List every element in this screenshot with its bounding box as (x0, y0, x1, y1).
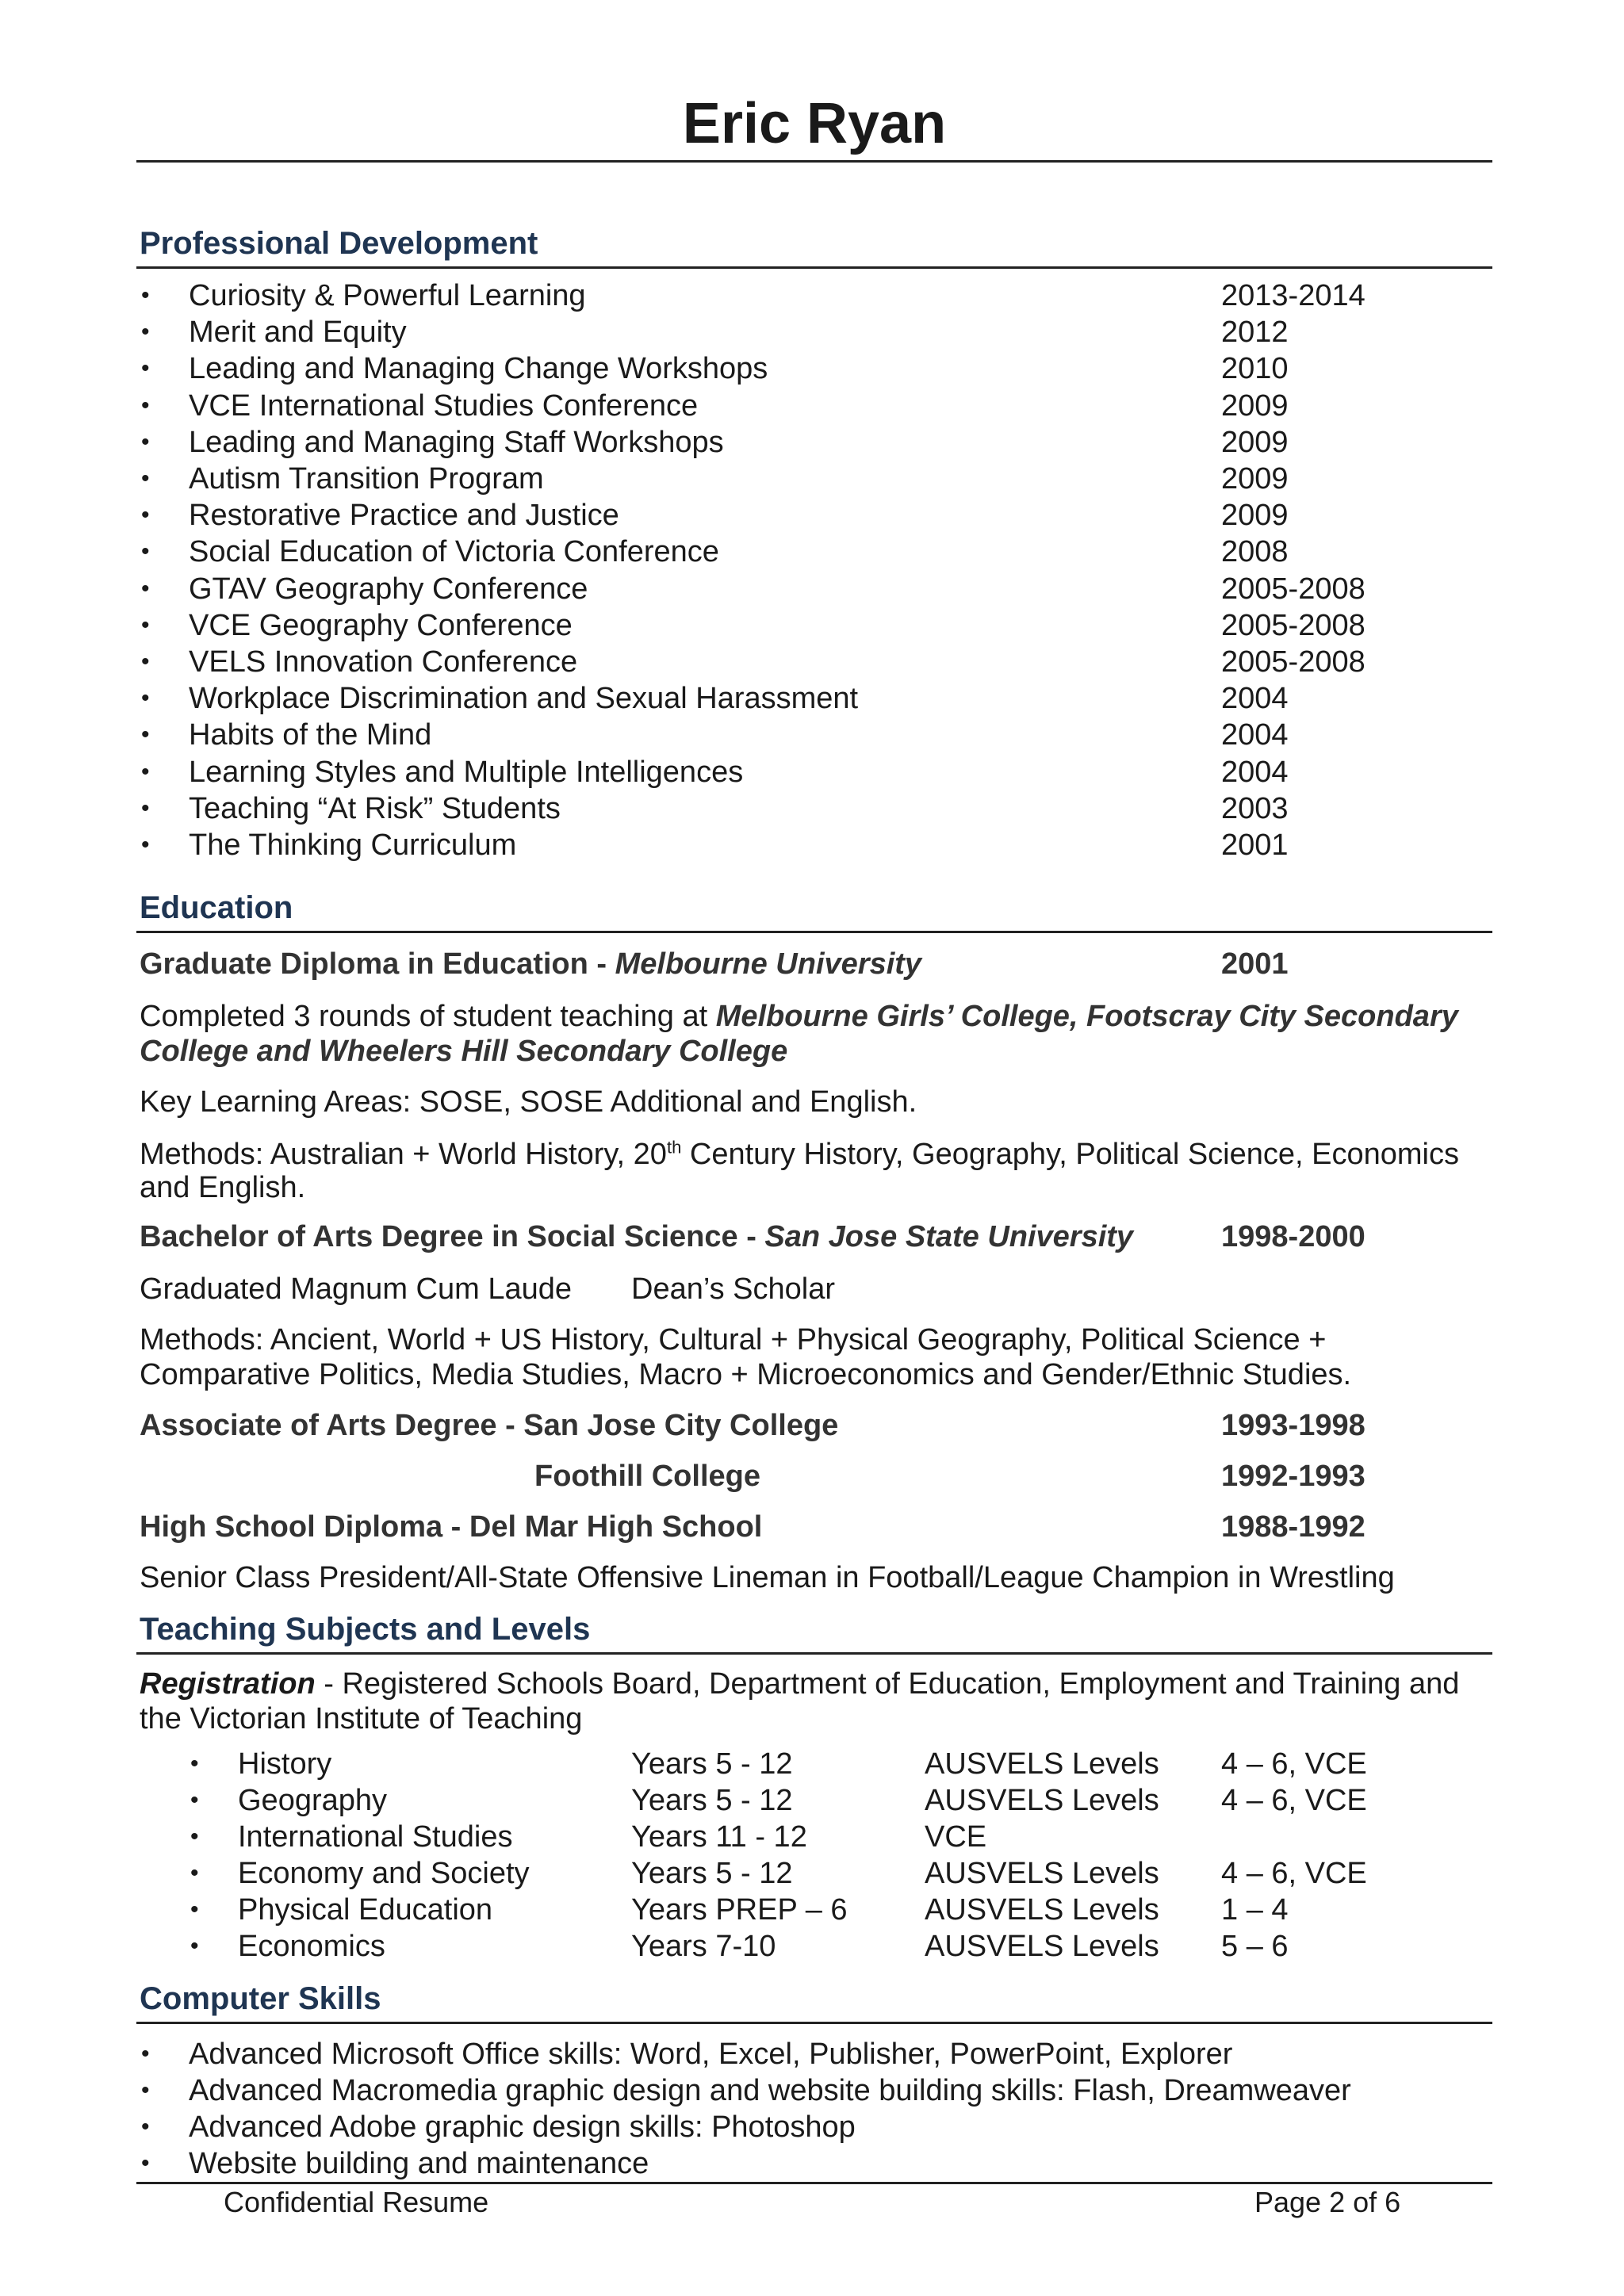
grad-dip-text-line1 (140, 999, 1458, 1034)
pd-item-label: Curiosity & Powerful Learning (189, 279, 586, 312)
subject-framework: VCE (925, 1820, 987, 1854)
list-item (136, 461, 1492, 497)
pd-item-year: 2004 (1221, 718, 1289, 752)
list-item (136, 2109, 1492, 2145)
footer-page-number: Page 2 of 6 (1254, 2186, 1401, 2218)
subject-framework: AUSVELS Levels (925, 1857, 1159, 1890)
list-item (136, 2036, 1492, 2072)
section-heading-teaching: Teaching Subjects and Levels (140, 1612, 591, 1647)
pd-item-label: Learning Styles and Multiple Intelligences (189, 755, 744, 789)
list-item (136, 754, 1492, 790)
table-row (136, 1819, 1492, 1855)
hs-heading: High School Diploma - Del Mar High School (140, 1510, 763, 1544)
pd-item-year: 2005-2008 (1221, 608, 1365, 642)
pd-item-label: Restorative Practice and Justice (189, 499, 619, 533)
pd-item-year: 2005-2008 (1221, 645, 1365, 679)
subject-name: Geography (238, 1784, 388, 1817)
grad-dip-heading (140, 947, 921, 982)
grad-dip-degree: Graduate Diploma in Education - (140, 947, 615, 981)
bullet-icon: • (190, 1933, 199, 1959)
bullet-icon: • (141, 538, 150, 565)
bullet-icon: • (190, 1751, 199, 1777)
pd-item-year: 2001 (1221, 828, 1289, 862)
pd-item-label: VCE Geography Conference (189, 608, 573, 642)
list-item (136, 277, 1492, 314)
pd-item-label: Leading and Managing Staff Workshops (189, 425, 724, 459)
bullet-icon: • (190, 1896, 199, 1923)
table-row (136, 1928, 1492, 1965)
ba-year: 1998-2000 (1221, 1220, 1365, 1253)
methods-text-b: Century History, Geography, Political Science, Economics (681, 1138, 1459, 1171)
list-item (136, 424, 1492, 461)
list-item (136, 717, 1492, 753)
resume-page (136, 0, 1492, 2296)
subject-framework: AUSVELS Levels (925, 1784, 1159, 1817)
grad-dip-text: Completed 3 rounds of student teaching at (140, 1000, 716, 1033)
bullet-icon: • (141, 319, 150, 346)
pd-item-year: 2009 (1221, 499, 1289, 533)
pd-item-year: 2003 (1221, 791, 1289, 825)
ba-school: San Jose State University (764, 1220, 1134, 1253)
registration-line2: the Victorian Institute of Teaching (140, 1702, 583, 1735)
subject-name: Physical Education (238, 1893, 493, 1927)
list-item (136, 790, 1492, 827)
ba-degree: Bachelor of Arts Degree in Social Science - (140, 1220, 765, 1253)
pd-item-year: 2012 (1221, 316, 1289, 350)
computer-skill-label: Advanced Microsoft Office skills: Word, Excel, Publisher, PowerPoint, Explorer (189, 2038, 1233, 2071)
list-item (136, 350, 1492, 387)
subject-years: Years 7-10 (631, 1930, 776, 1963)
list-item (136, 2072, 1492, 2109)
grad-dip-year: 2001 (1221, 947, 1289, 981)
list-item (136, 827, 1492, 863)
bullet-icon: • (141, 355, 150, 382)
section-heading-professional-development: Professional Development (140, 226, 538, 261)
list-item (136, 644, 1492, 680)
bullet-icon: • (141, 649, 150, 675)
pd-item-year: 2013-2014 (1221, 279, 1365, 312)
foothill-heading: Foothill College (534, 1460, 760, 1493)
methods2-line1: Methods: Ancient, World + US History, Cultural + Physical Geography, Political Science + (140, 1323, 1327, 1357)
methods-text-a: Methods: Australian + World History, 20 (140, 1138, 667, 1171)
subject-years: Years 5 - 12 (631, 1857, 793, 1890)
pd-item-label: GTAV Geography Conference (189, 572, 588, 606)
bullet-icon: • (141, 2150, 150, 2176)
methods-line2: and English. (140, 1171, 306, 1204)
subject-years: Years 5 - 12 (631, 1784, 793, 1817)
pd-item-year: 2009 (1221, 425, 1289, 459)
footer-rule (136, 2182, 1492, 2184)
subject-framework: AUSVELS Levels (925, 1747, 1159, 1781)
bullet-icon: • (141, 611, 150, 638)
foothill-year: 1992-1993 (1221, 1460, 1365, 1493)
subject-name: Economy and Society (238, 1857, 530, 1890)
list-item (136, 680, 1492, 717)
computer-skill-label: Website building and maintenance (189, 2147, 649, 2180)
computer-skill-label: Advanced Macromedia graphic design and website building skills: Flash, Dreamweaver (189, 2074, 1351, 2107)
grad-dip-schools: Melbourne Girls’ College, Footscray City Secondary (715, 1000, 1458, 1033)
list-item (136, 388, 1492, 424)
pd-item-label: VCE International Studies Conference (189, 388, 699, 423)
pd-item-label: The Thinking Curriculum (189, 828, 517, 862)
aa-heading: Associate of Arts Degree - San Jose City College (140, 1409, 839, 1442)
list-item (136, 497, 1492, 534)
pd-item-year: 2004 (1221, 682, 1289, 716)
bullet-icon: • (141, 502, 150, 529)
bullet-icon: • (141, 575, 150, 602)
bullet-icon: • (141, 685, 150, 712)
grad-dip-text-line2: College and Wheelers Hill Secondary College (140, 1035, 788, 1068)
subject-framework: AUSVELS Levels (925, 1893, 1159, 1927)
bullet-icon: • (141, 282, 150, 308)
list-item (136, 534, 1492, 570)
bullet-icon: • (190, 1787, 199, 1813)
subject-years: Years 11 - 12 (631, 1820, 807, 1854)
subject-years: Years PREP – 6 (631, 1893, 848, 1927)
methods2-line2: Comparative Politics, Media Studies, Macro + Microeconomics and Gender/Ethnic Studies. (140, 1358, 1352, 1391)
footer-left: Confidential Resume (224, 2186, 489, 2218)
subject-name: Economics (238, 1930, 385, 1963)
list-item (136, 571, 1492, 607)
registration-line1 (140, 1667, 1459, 1701)
pd-item-label: Teaching “At Risk” Students (189, 791, 561, 825)
ba-scholar: Dean’s Scholar (631, 1272, 836, 1306)
hs-year: 1988-1992 (1221, 1510, 1365, 1544)
aa-year: 1993-1998 (1221, 1409, 1365, 1442)
list-item (136, 607, 1492, 644)
section-heading-education: Education (140, 890, 293, 925)
subject-name: International Studies (238, 1820, 513, 1854)
ba-honours: Graduated Magnum Cum Laude (140, 1272, 572, 1306)
registration-text: - Registered Schools Board, Department of Education, Employment and Training and (315, 1667, 1460, 1701)
section-rule (136, 931, 1492, 933)
table-row (136, 1746, 1492, 1782)
subject-name: History (238, 1747, 332, 1781)
pd-item-label: Social Education of Victoria Conference (189, 535, 719, 569)
subject-years: Years 5 - 12 (631, 1747, 793, 1781)
bullet-icon: • (190, 1860, 199, 1886)
page-title: Eric Ryan (682, 92, 947, 155)
registration-label: Registration (140, 1667, 316, 1701)
table-row (136, 1782, 1492, 1819)
key-learning-areas: Key Learning Areas: SOSE, SOSE Additional and English. (140, 1085, 917, 1119)
section-rule (136, 1652, 1492, 1655)
pd-item-year: 2009 (1221, 388, 1289, 423)
pd-item-year: 2009 (1221, 462, 1289, 496)
pd-item-year: 2005-2008 (1221, 572, 1365, 606)
pd-item-year: 2010 (1221, 352, 1289, 386)
bullet-icon: • (141, 721, 150, 748)
ba-heading (140, 1219, 1133, 1254)
subject-levels: 4 – 6, VCE (1221, 1784, 1367, 1817)
subject-levels: 4 – 6, VCE (1221, 1747, 1367, 1781)
pd-item-label: Leading and Managing Change Workshops (189, 352, 768, 386)
section-heading-computer-skills: Computer Skills (140, 1981, 381, 2016)
bullet-icon: • (141, 465, 150, 492)
computer-skill-label: Advanced Adobe graphic design skills: Photoshop (189, 2110, 856, 2144)
pd-item-label: Habits of the Mind (189, 718, 432, 752)
subject-levels: 4 – 6, VCE (1221, 1857, 1367, 1890)
bullet-icon: • (190, 1823, 199, 1850)
bullet-icon: • (141, 794, 150, 821)
list-item (136, 2145, 1492, 2182)
bullet-icon: • (141, 2114, 150, 2140)
section-rule (136, 266, 1492, 269)
bullet-icon: • (141, 2077, 150, 2103)
methods-superscript: th (666, 1137, 682, 1158)
pd-item-year: 2004 (1221, 755, 1289, 789)
subject-framework: AUSVELS Levels (925, 1930, 1159, 1963)
pd-item-label: Merit and Equity (189, 316, 407, 350)
table-row (136, 1892, 1492, 1928)
bullet-icon: • (141, 428, 150, 455)
pd-item-year: 2008 (1221, 535, 1289, 569)
pd-item-label: Workplace Discrimination and Sexual Harassment (189, 682, 859, 716)
bullet-icon: • (141, 832, 150, 858)
pd-item-label: Autism Transition Program (189, 462, 544, 496)
subject-levels: 1 – 4 (1221, 1893, 1289, 1927)
bullet-icon: • (141, 392, 150, 419)
hs-text: Senior Class President/All-State Offensive Lineman in Football/League Champion in Wrestling (140, 1561, 1395, 1594)
bullet-icon: • (141, 2041, 150, 2067)
subject-levels: 5 – 6 (1221, 1930, 1289, 1963)
bullet-icon: • (141, 758, 150, 785)
list-item (136, 314, 1492, 350)
table-row (136, 1855, 1492, 1892)
section-rule (136, 2022, 1492, 2024)
methods-line1 (140, 1137, 1459, 1172)
pd-item-label: VELS Innovation Conference (189, 645, 578, 679)
grad-dip-school: Melbourne University (615, 947, 922, 981)
title-rule (136, 160, 1492, 163)
